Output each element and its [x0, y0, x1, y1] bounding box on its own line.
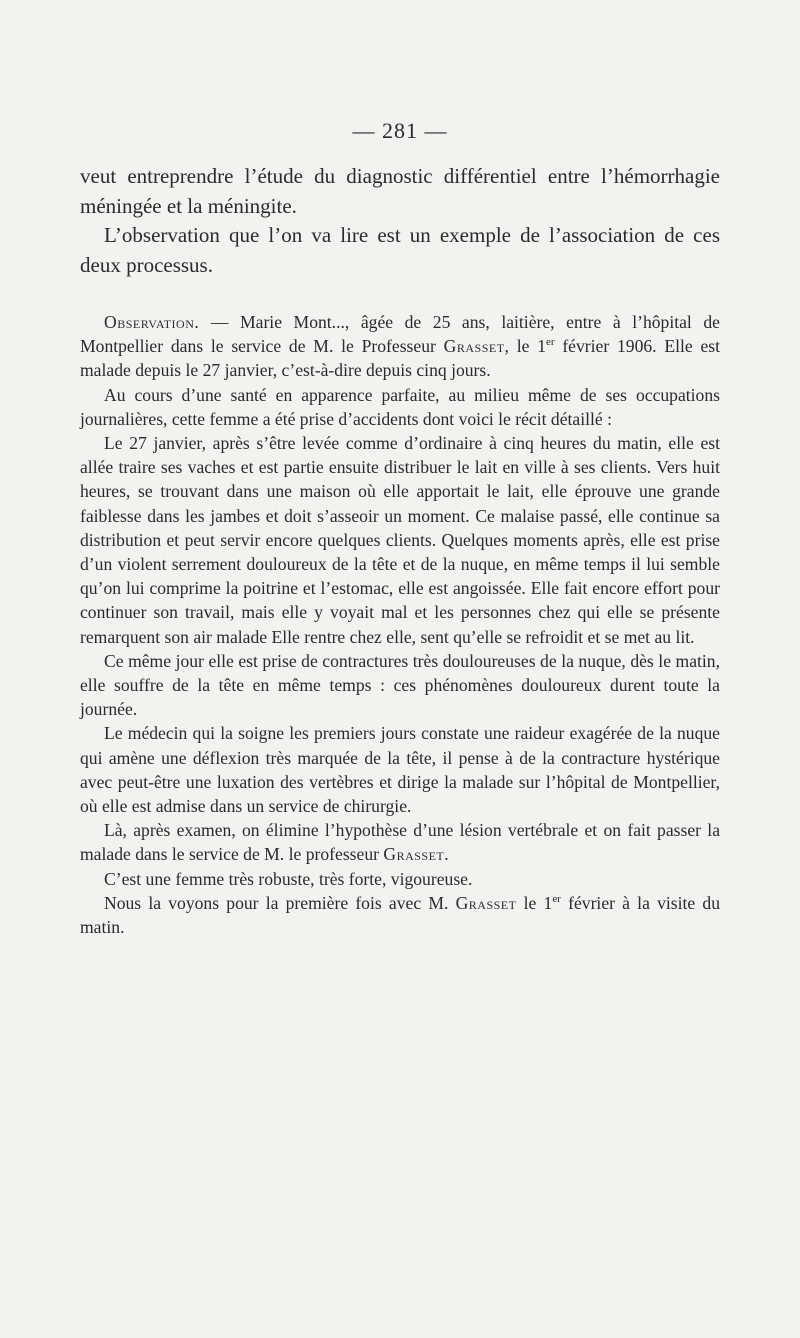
observation-paragraph-7: C’est une femme très robuste, très forte, vigoureuse.	[104, 868, 473, 889]
observation-text: Nous la voyons pour la première fois avec M.	[104, 892, 456, 913]
author-name: Grasset	[383, 844, 445, 865]
observation-text: — Marie Mont..., âgée de 25 ans, laitière, entre à l’hôpital de Montpellier dans le service de M. le Professeur	[80, 312, 720, 357]
author-name: Grasset	[455, 892, 517, 913]
observation-text: février 1906. Elle est malade depuis le 27 janvier, c’est-à-dire depuis cinq jours.	[80, 336, 720, 381]
observation-paragraph-2: Au cours d’une santé en apparence parfaite, au milieu même de ses occupations journalières, cette femme a été prise d’accidents dont voici le récit détaillé :	[80, 384, 720, 429]
observation-label: Observation.	[104, 312, 200, 332]
observation-text: .	[444, 844, 449, 865]
intro-paragraph-2: L’observation que l’on va lire est un exemple de l’association de ces deux processus.	[80, 223, 720, 277]
superscript: er	[546, 336, 555, 349]
observation-text: Là, après examen, on élimine l’hypothèse d’une lésion vertébrale et on fait passer la malade dans le service de M. le professeur	[80, 820, 720, 865]
observation-text: le 1	[516, 892, 553, 913]
observation-paragraph-5: Le médecin qui la soigne les premiers jours constate une raideur exagérée de la nuque qui amène une déflexion très marquée de la tête, il pense à de la contracture hystérique avec peut-être une luxation des vertèbres et dirige la malade sur l’hôpital de Montpellier, où elle est admise dans un service de chirurgie.	[80, 723, 720, 817]
observation-text: février à la visite du matin.	[80, 892, 720, 938]
intro-paragraph-1: veut entreprendre l’étude du diagnostic différentiel entre l’hémorrhagie méningée et la méningite.	[80, 164, 720, 218]
observation-paragraph-3: Le 27 janvier, après s’être levée comme d’ordinaire à cinq heures du matin, elle est allée traire ses vaches et est partie ensuite distribuer le lait en ville à ses clients. Vers huit heures, se trouvant dans une maison où elle apportait le lait, elle éprouve une grande faiblesse dans les jambes et doit s’asseoir un moment. Ce malaise passé, elle continue sa distribution et peut servir encore quelques clients. Quelques moments après, elle est prise d’un violent serrement douloureux de la tête et de la nuque, en même temps il lui semble qu’on lui comprime la poitrine et l’estomac, elle est angoissée. Elle fait encore effort pour continuer son travail, mais elle y voyait mal et les personnes chez qui elle se présente remarquent son air malade Elle rentre chez elle, sent qu’elle se refroidit et se met au lit.	[80, 433, 720, 647]
observation-paragraph-6	[80, 818, 720, 866]
observation-paragraph-1	[80, 310, 720, 383]
observation-section	[80, 310, 720, 939]
observation-paragraph-4: Ce même jour elle est prise de contractures très douloureuses de la nuque, dès le matin, elle souffre de la tête en même temps : ces phénomènes douloureux durent toute la journée.	[80, 650, 720, 720]
observation-paragraph-8	[80, 891, 720, 939]
intro-section	[80, 162, 720, 280]
page-number: — 281 —	[352, 118, 448, 143]
observation-text: , le 1	[504, 336, 546, 357]
author-name: Grasset	[443, 336, 505, 357]
superscript: er	[552, 893, 561, 906]
